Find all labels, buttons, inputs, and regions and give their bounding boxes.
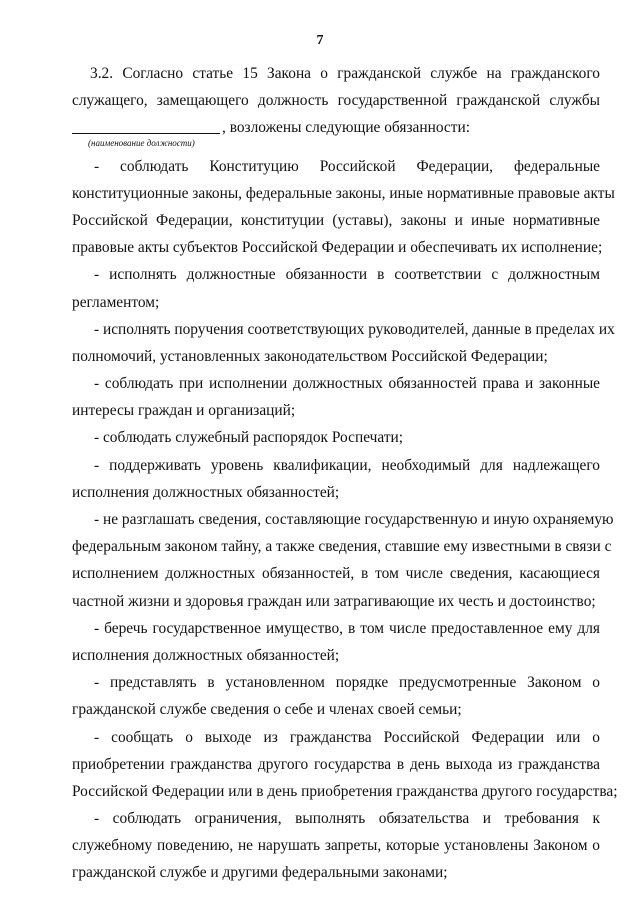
page-number: 7: [316, 33, 324, 48]
duty-item: [72, 805, 600, 887]
position-blank-field: [72, 117, 220, 134]
duty-line: гражданской службе сведения о себе и членах своей семьи;: [72, 701, 462, 719]
duty-line: конституционные законы, федеральные законы, иные нормативные правовые акты: [72, 184, 615, 202]
duty-line: приобретении гражданства другого государства в день выхода из гражданства: [72, 755, 600, 773]
duty-line: - поддерживать уровень квалификации, необходимый для надлежащего: [94, 456, 600, 474]
duty-item: [72, 724, 618, 806]
duty-line: федеральным законом тайну, а также сведения, ставшие ему известными в связи с: [72, 538, 612, 556]
duty-line: полномочий, установленных законодательством Российской Федерации;: [72, 347, 548, 365]
duty-line: служебному поведению, не нарушать запреты, которые установлены Законом о: [72, 837, 600, 855]
duty-line: Российской Федерации или в день приобретения гражданства другого государства;: [72, 782, 618, 800]
intro-line: служащего, замещающего должность государственной гражданской службы: [72, 92, 600, 110]
duty-item: [72, 452, 600, 506]
duty-item: [72, 424, 600, 451]
duty-line: - не разглашать сведения, составляющие государственную и иную охраняемую: [94, 511, 614, 528]
duty-item: [72, 669, 600, 723]
duty-line: - беречь государственное имущество, в том числе предоставленное ему для: [94, 619, 600, 637]
duty-line: - представлять в установленном порядке предусмотренные Законом о: [94, 674, 600, 692]
duty-line: - сообщать о выходе из гражданства Российской Федерации или о: [94, 728, 600, 746]
duty-item: [72, 261, 600, 315]
duty-line: - соблюдать ограничения, выполнять обязательства и требования к: [94, 810, 600, 828]
duty-line: правовые акты субъектов Российской Федерации и обеспечивать их исполнение;: [72, 239, 603, 257]
intro-line: 3.2. Согласно статье 15 Закона о гражданской службе на гражданского: [90, 65, 600, 82]
duties-list: [72, 153, 618, 887]
duty-line: - соблюдать служебный распорядок Роспечати;: [94, 429, 404, 447]
duty-item: [72, 153, 615, 262]
duty-line: частной жизни и здоровья граждан или затрагивающие их честь и достоинство;: [72, 592, 596, 610]
document-body: [72, 60, 618, 887]
duty-line: гражданской службе и другими федеральными законами;: [72, 864, 448, 882]
duty-line: исполнения должностных обязанностей;: [72, 646, 340, 664]
duty-item: [72, 316, 615, 370]
duty-line: - соблюдать Конституцию Российской Федерации, федеральные: [94, 157, 600, 175]
duty-line: - соблюдать при исполнении должностных обязанностей права и законные: [94, 375, 600, 393]
blank-caption: (наименование должности): [88, 137, 195, 148]
duty-line: - исполнять поручения соответствующих руководителей, данные в пределах их: [94, 320, 615, 338]
duty-line: исполнением должностных обязанностей, в том числе сведения, касающиеся: [72, 565, 600, 583]
duty-item: [72, 506, 614, 615]
intro-line-text: , возложены следующие обязанности:: [222, 119, 470, 137]
duty-item: [72, 615, 600, 669]
duty-item: [72, 370, 600, 424]
duty-line: регламентом;: [72, 293, 160, 311]
duty-line: исполнения должностных обязанностей;: [72, 483, 340, 501]
duty-line: интересы граждан и организаций;: [72, 402, 296, 420]
duty-line: - исполнять должностные обязанности в соответствии с должностным: [94, 266, 600, 284]
duty-line: Российской Федерации, конституции (уставы), законы и иные нормативные: [72, 211, 600, 229]
